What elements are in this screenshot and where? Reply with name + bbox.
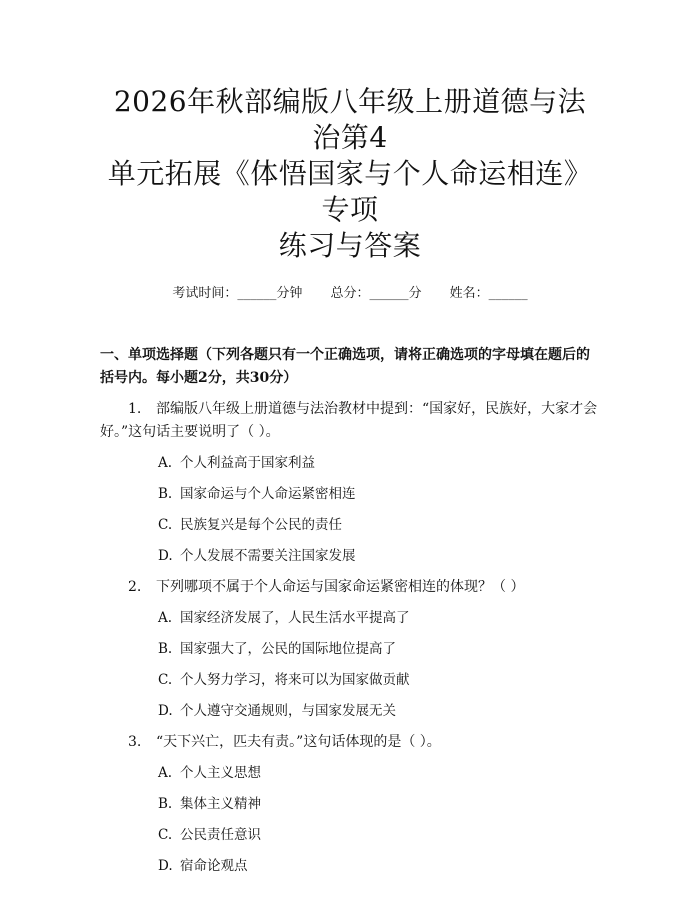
option-letter: D. bbox=[158, 548, 173, 564]
option-b bbox=[100, 483, 600, 506]
question-number: 3. bbox=[128, 734, 142, 750]
option-letter: A. bbox=[158, 610, 173, 626]
option-letter: A. bbox=[158, 455, 173, 471]
exam-score: 总分：______分 bbox=[330, 286, 422, 301]
option-letter: C. bbox=[158, 827, 173, 843]
option-d bbox=[100, 855, 600, 878]
option-text: 个人遵守交通规则，与国家发展无关 bbox=[180, 703, 396, 719]
question-2-options bbox=[100, 607, 600, 723]
option-letter: C. bbox=[158, 672, 173, 688]
question-3-options bbox=[100, 762, 600, 878]
option-letter: A. bbox=[158, 765, 173, 781]
option-c bbox=[100, 824, 600, 847]
option-c bbox=[100, 514, 600, 537]
section-heading: 一、单项选择题（下列各题只有一个正确选项，请将正确选项的字母填在题后的括号内。每小题2分，共30分） bbox=[100, 347, 590, 386]
option-c bbox=[100, 669, 600, 692]
option-letter: D. bbox=[158, 703, 173, 719]
question-text: 部编版八年级上册道德与法治教材中提到：“国家好，民族好，大家才会好。”这句话主要说明了（ ）。 bbox=[100, 401, 598, 440]
question-2 bbox=[100, 576, 600, 599]
option-letter: B. bbox=[158, 641, 173, 657]
option-text: 个人发展不需要关注国家发展 bbox=[180, 548, 356, 564]
option-text: 集体主义精神 bbox=[180, 796, 261, 812]
question-number: 2. bbox=[128, 579, 142, 595]
option-text: 国家命运与个人命运紧密相连 bbox=[180, 486, 356, 502]
question-1 bbox=[100, 398, 600, 444]
question-number: 1. bbox=[128, 401, 142, 417]
document-title bbox=[100, 84, 600, 264]
title-line-3: 练习与答案 bbox=[278, 229, 422, 262]
question-1-options bbox=[100, 452, 600, 568]
question-text: 下列哪项不属于个人命运与国家命运紧密相连的体现？（ ） bbox=[156, 579, 525, 595]
option-b bbox=[100, 638, 600, 661]
option-text: 个人努力学习，将来可以为国家做贡献 bbox=[180, 672, 410, 688]
exam-name: 姓名：______ bbox=[449, 286, 528, 301]
option-d bbox=[100, 700, 600, 723]
option-b bbox=[100, 793, 600, 816]
exam-time: 考试时间：______分钟 bbox=[172, 286, 303, 301]
option-text: 宿命论观点 bbox=[180, 858, 248, 874]
question-text: “天下兴亡，匹夫有责。”这句话体现的是（ ）。 bbox=[156, 734, 441, 750]
option-d bbox=[100, 545, 600, 568]
option-text: 国家强大了，公民的国际地位提高了 bbox=[180, 641, 396, 657]
option-a bbox=[100, 762, 600, 785]
option-a bbox=[100, 607, 600, 630]
option-letter: B. bbox=[158, 486, 173, 502]
option-text: 个人利益高于国家利益 bbox=[180, 455, 315, 471]
title-line-1: 2026年秋部编版八年级上册道德与法治第4 bbox=[113, 85, 587, 154]
option-text: 民族复兴是每个公民的责任 bbox=[180, 517, 342, 533]
question-3 bbox=[100, 731, 600, 754]
exam-meta bbox=[100, 284, 600, 304]
option-text: 国家经济发展了，人民生活水平提高了 bbox=[180, 610, 410, 626]
option-letter: C. bbox=[158, 517, 173, 533]
option-letter: B. bbox=[158, 796, 173, 812]
option-letter: D. bbox=[158, 858, 173, 874]
title-line-2: 单元拓展《体悟国家与个人命运相连》专项 bbox=[107, 157, 593, 226]
option-text: 个人主义思想 bbox=[180, 765, 261, 781]
option-text: 公民责任意识 bbox=[180, 827, 261, 843]
option-a bbox=[100, 452, 600, 475]
